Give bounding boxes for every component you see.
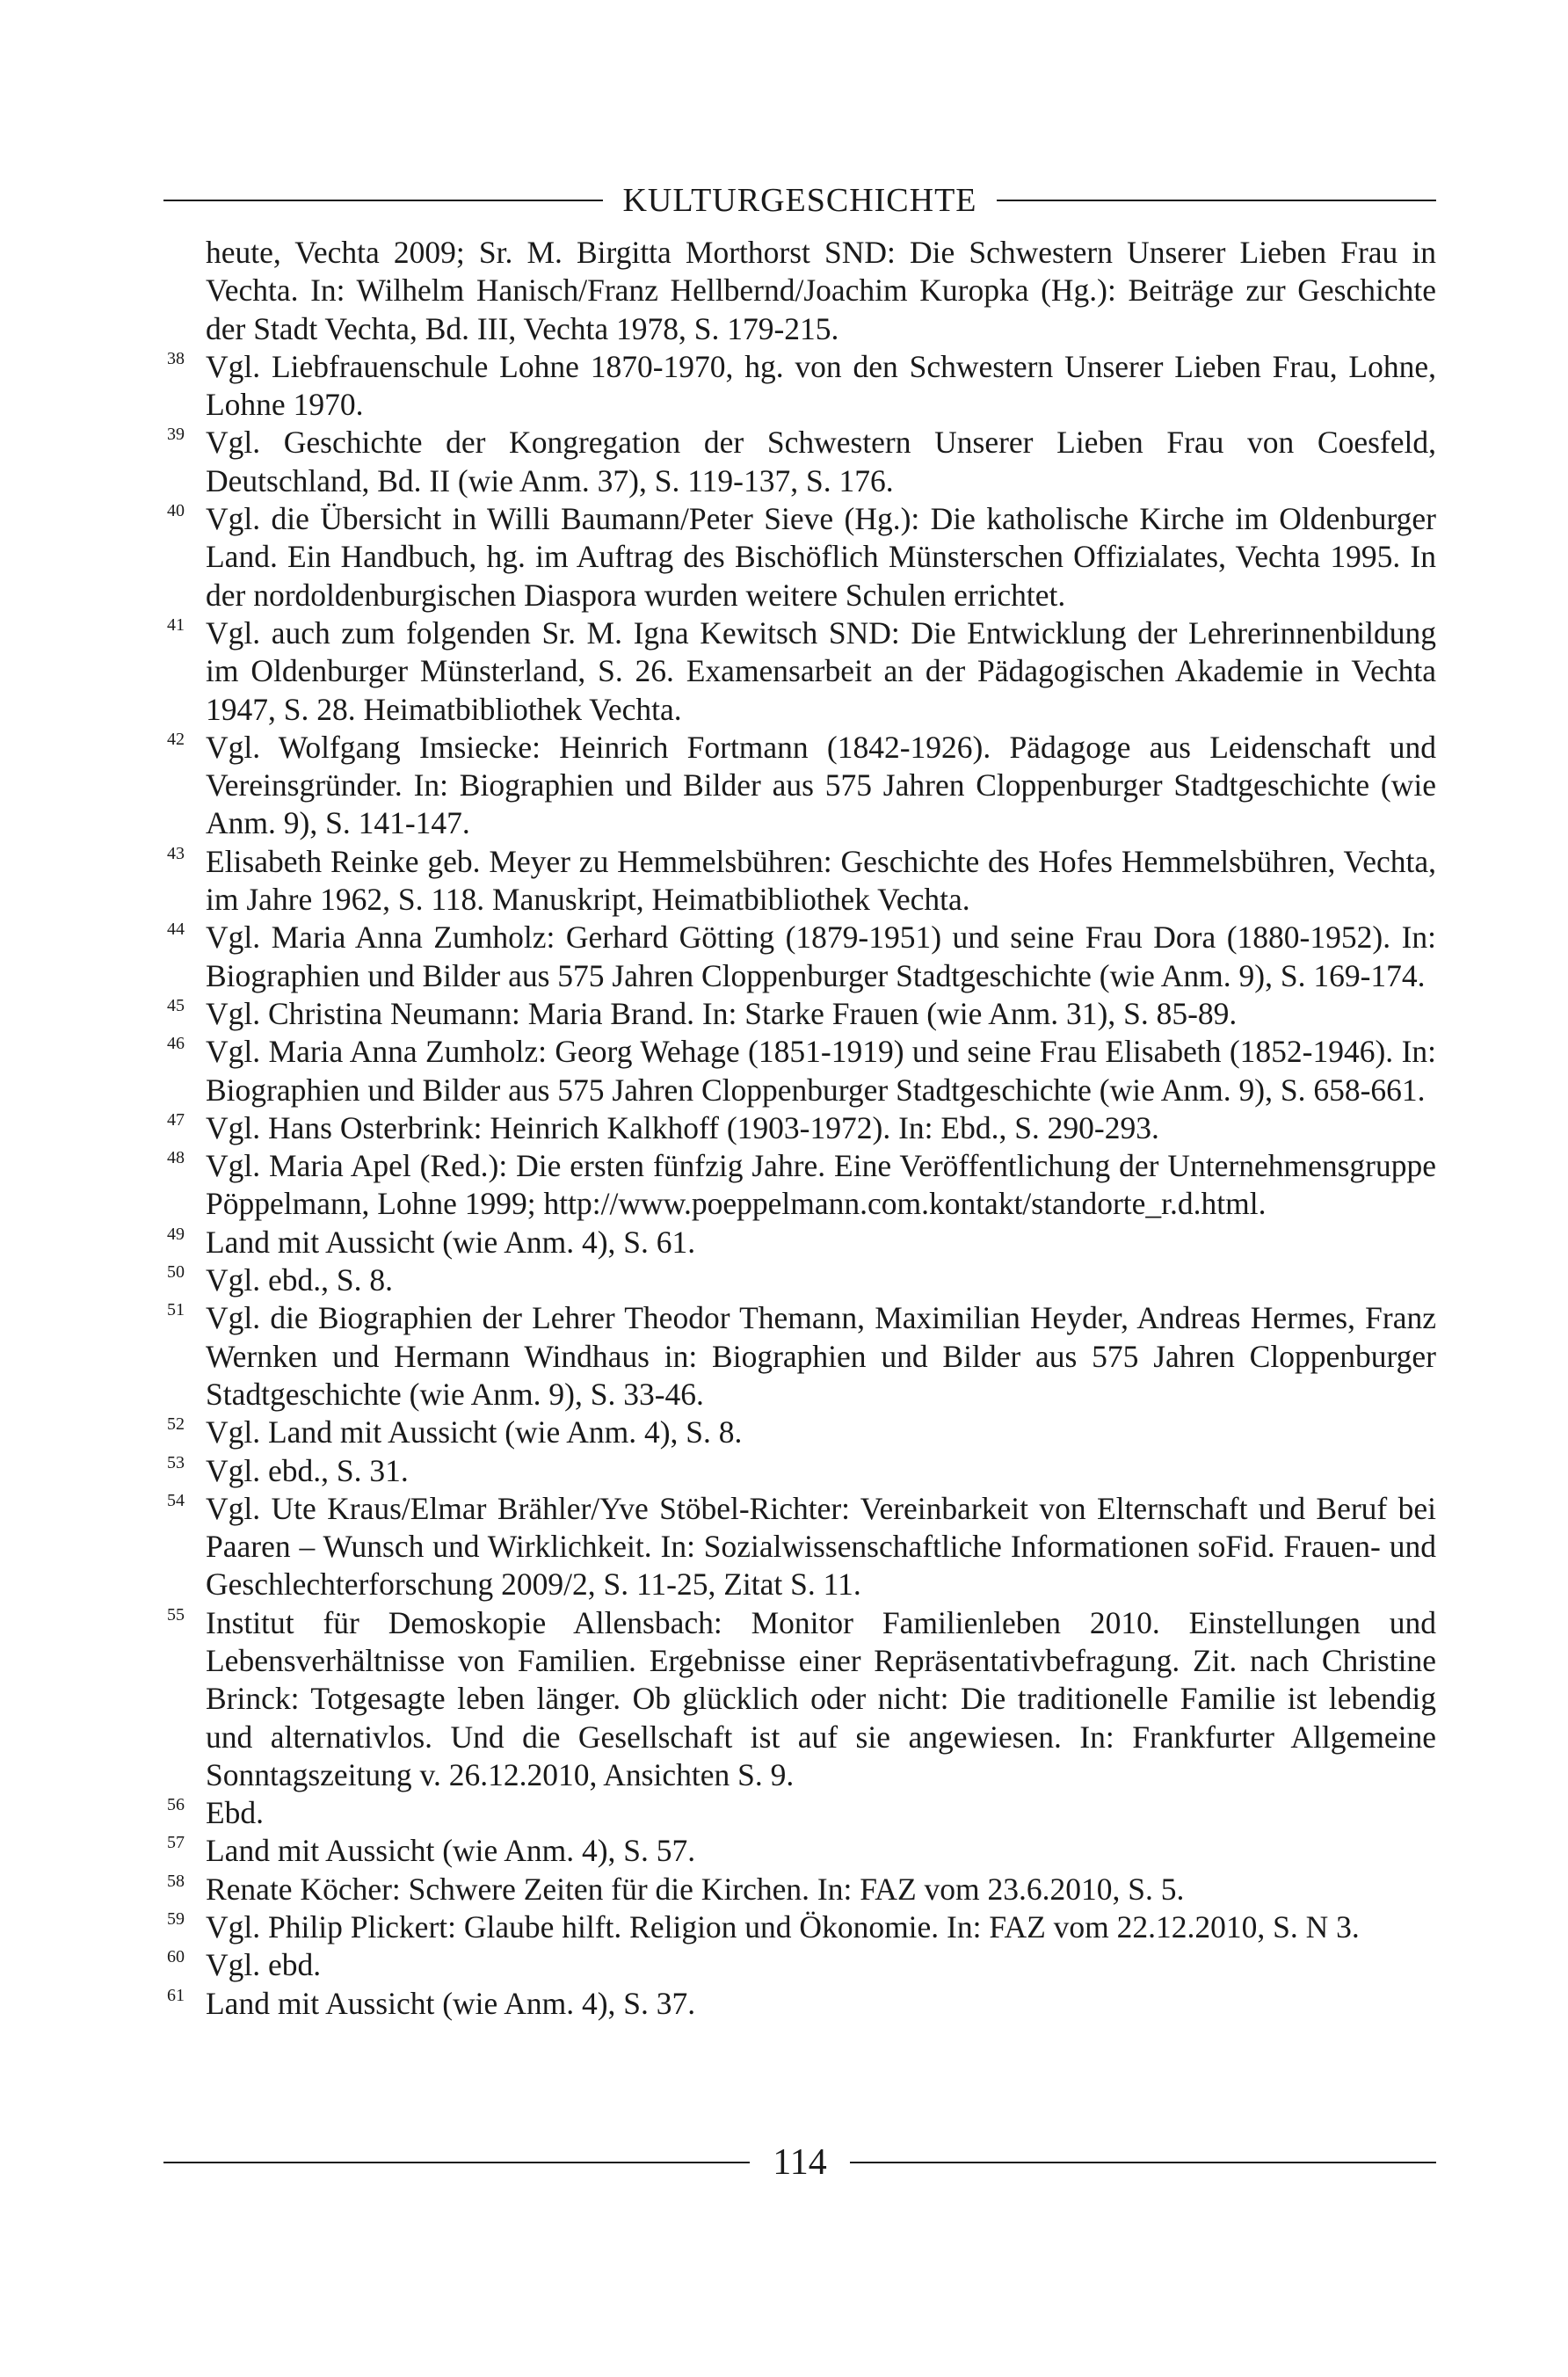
footnote-number: 54 bbox=[167, 1490, 185, 1510]
footnote-number: 50 bbox=[167, 1262, 185, 1283]
header-rule-right bbox=[997, 200, 1436, 201]
footnote-text: Vgl. Liebfrauenschule Lohne 1870-1970, hg. von den Schwestern Unserer Lieben Frau, Lohne, Lohne 1970. bbox=[206, 348, 1436, 423]
footnote-text: Vgl. Maria Anna Zumholz: Gerhard Götting (1879-1951) und seine Frau Dora (1880-1952). In: Biographien und Bilder aus 575 Jahren Cloppenburger Stadtgeschichte (wie Anm. 9), S. 169-174. bbox=[206, 920, 1436, 993]
footnote bbox=[163, 1147, 1436, 1224]
footnote-text: Vgl. Hans Osterbrink: Heinrich Kalkhoff (1903-1972). In: Ebd., S. 290-293. bbox=[206, 1109, 1159, 1145]
footnote-text: Vgl. Maria Apel (Red.): Die ersten fünfzig Jahre. Eine Veröffentlichung der Unternehmensgruppe Pöppelmann, Lohne 1999; http://www.poeppelmann.com.kontakt/standorte_r.d.html. bbox=[206, 1148, 1436, 1222]
footnote-number: 59 bbox=[167, 1909, 185, 1930]
footnote-number: 43 bbox=[167, 843, 185, 863]
running-header bbox=[163, 174, 1436, 227]
footnote-text: Land mit Aussicht (wie Anm. 4), S. 57. bbox=[206, 1833, 696, 1869]
footnote bbox=[163, 919, 1436, 995]
footnote-number: 39 bbox=[167, 425, 185, 445]
footnote-number: 40 bbox=[167, 501, 185, 521]
footnote bbox=[163, 1871, 1436, 1908]
footnote bbox=[163, 1261, 1436, 1299]
footnote-number: 60 bbox=[167, 1947, 185, 1967]
footnote-number: 57 bbox=[167, 1833, 185, 1853]
footnote bbox=[163, 729, 1436, 843]
footnote-number: 58 bbox=[167, 1871, 185, 1891]
footnote-text: Institut für Demoskopie Allensbach: Monitor Familienleben 2010. Einstellungen und Lebensverhältnisse von Familien. Ergebnisse einer Repräsentativbefragung. Zit. nach Christine Brinck: Totgesagte leben länger. Ob glücklich oder nicht: Die traditionelle Familie ist lebendig und alternativlos. Und die Gesellschaft ist auf sie angewiesen. In: Frankfurter Allgemeine Sonntagszeitung v. 26.12.2010, Ansichten S. 9. bbox=[206, 1604, 1436, 1792]
footnote-text: Land mit Aussicht (wie Anm. 4), S. 37. bbox=[206, 1985, 696, 2021]
footnote-number: 41 bbox=[167, 614, 185, 635]
page-number: 114 bbox=[773, 2142, 827, 2183]
footnote bbox=[163, 1224, 1436, 1261]
footnote-number: 47 bbox=[167, 1109, 185, 1130]
footnote-number: 52 bbox=[167, 1414, 185, 1435]
footnote-list bbox=[163, 234, 1436, 2023]
footnote-number: 56 bbox=[167, 1795, 185, 1815]
footnote bbox=[163, 614, 1436, 729]
footnote bbox=[163, 1946, 1436, 1984]
footnote bbox=[163, 1109, 1436, 1147]
running-header-title: KULTURGESCHICHTE bbox=[622, 182, 977, 219]
footnote-number: 42 bbox=[167, 729, 185, 749]
footnote-text: Vgl. Ute Kraus/Elmar Brähler/Yve Stöbel-Richter: Vereinbarkeit von Elternschaft und Beruf bei Paaren – Wunsch und Wirklichkeit. In: Sozialwissenschaftliche Informationen soFid. Frauen- und Geschlechterforschung 2009/2, S. 11-25, Zitat S. 11. bbox=[206, 1490, 1436, 1603]
footnote-text: Vgl. die Biographien der Lehrer Theodor Themann, Maximilian Heyder, Andreas Hermes, Franz Wernken und Hermann Windhaus in: Biographien und Bilder aus 575 Jahren Cloppenburger Stadtgeschichte (wie Anm. 9), S. 33-46. bbox=[206, 1300, 1436, 1412]
footnote-text: Vgl. Wolfgang Imsiecke: Heinrich Fortmann (1842-1926). Pädagoge aus Leidenschaft und Vereinsgründer. In: Biographien und Bilder aus 575 Jahren Cloppenburger Stadtgeschichte (wie Anm. 9), S. 141-147. bbox=[206, 729, 1436, 841]
footnote bbox=[163, 995, 1436, 1033]
footnote bbox=[163, 1299, 1436, 1414]
footnote-text: Vgl. ebd., S. 8. bbox=[206, 1262, 393, 1298]
footnote bbox=[163, 843, 1436, 920]
footer-rule-right bbox=[850, 2162, 1436, 2163]
footnote bbox=[163, 1908, 1436, 1946]
footnote bbox=[163, 500, 1436, 614]
footnote-text: Elisabeth Reinke geb. Meyer zu Hemmelsbühren: Geschichte des Hofes Hemmelsbühren, Vechta, im Jahre 1962, S. 118. Manuskript, Heimatbibliothek Vechta. bbox=[206, 843, 1436, 918]
header-rule-left bbox=[163, 200, 603, 201]
footnote-number: 51 bbox=[167, 1300, 185, 1320]
footnote bbox=[163, 1452, 1436, 1490]
footnote-text: Vgl. ebd. bbox=[206, 1947, 322, 1983]
footnote-number: 45 bbox=[167, 995, 185, 1015]
footnote-text: Vgl. ebd., S. 31. bbox=[206, 1452, 409, 1488]
footnote-text: Vgl. Philip Plickert: Glaube hilft. Religion und Ökonomie. In: FAZ vom 22.12.2010, S. N 3. bbox=[206, 1909, 1360, 1945]
footnote-text: heute, Vechta 2009; Sr. M. Birgitta Morthorst SND: Die Schwestern Unserer Lieben Frau in Vechta. In: Wilhelm Hanisch/Franz Hellbernd/Joachim Kuropka (Hg.): Beiträge zur Geschichte der Stadt Vechta, Bd. III, Vechta 1978, S. 179-215. bbox=[206, 235, 1436, 346]
footnote-text: Ebd. bbox=[206, 1795, 265, 1831]
footnote-text: Vgl. Land mit Aussicht (wie Anm. 4), S. 8. bbox=[206, 1414, 743, 1450]
footnote bbox=[163, 1033, 1436, 1109]
footnote-text: Vgl. Geschichte der Kongregation der Schwestern Unserer Lieben Frau von Coesfeld, Deutschland, Bd. II (wie Anm. 37), S. 119-137, S. 176. bbox=[206, 425, 1436, 498]
footer-rule-left bbox=[163, 2162, 750, 2163]
footnote bbox=[163, 424, 1436, 500]
footnote-number: 38 bbox=[167, 348, 185, 368]
footnote-text: Vgl. auch zum folgenden Sr. M. Igna Kewitsch SND: Die Entwicklung der Lehrerinnenbildung im Oldenburger Münsterland, S. 26. Examensarbeit an der Pädagogischen Akademie in Vechta 1947, S. 28. Heimatbibliothek Vechta. bbox=[206, 614, 1436, 727]
footnote bbox=[163, 1985, 1436, 2023]
footnote bbox=[163, 1490, 1436, 1604]
footnote-text: Vgl. die Übersicht in Willi Baumann/Peter Sieve (Hg.): Die katholische Kirche im Oldenburger Land. Ein Handbuch, hg. im Auftrag des Bischöflich Münsterschen Offizialates, Vechta 1995. In der nordoldenburgischen Diaspora wurden weitere Schulen errichtet. bbox=[206, 501, 1436, 613]
footnote-number: 61 bbox=[167, 1985, 185, 2005]
footnote-number: 44 bbox=[167, 920, 185, 940]
footnote bbox=[163, 234, 1436, 348]
page-footer bbox=[163, 2136, 1436, 2189]
footnote-text: Vgl. Maria Anna Zumholz: Georg Wehage (1851-1919) und seine Frau Elisabeth (1852-1946). In: Biographien und Bilder aus 575 Jahren Cloppenburger Stadtgeschichte (wie Anm. 9), S. 658-661. bbox=[206, 1034, 1436, 1108]
footnote bbox=[163, 1794, 1436, 1832]
footnote-text: Renate Köcher: Schwere Zeiten für die Kirchen. In: FAZ vom 23.6.2010, S. 5. bbox=[206, 1871, 1185, 1907]
footnote-number: 53 bbox=[167, 1452, 185, 1472]
footnote-number: 55 bbox=[167, 1604, 185, 1625]
footnote bbox=[163, 1414, 1436, 1451]
footnote bbox=[163, 1604, 1436, 1794]
footnote-number: 46 bbox=[167, 1034, 185, 1054]
footnote-text: Land mit Aussicht (wie Anm. 4), S. 61. bbox=[206, 1224, 696, 1260]
footnote bbox=[163, 348, 1436, 425]
footnote bbox=[163, 1832, 1436, 1870]
footnote-number: 49 bbox=[167, 1224, 185, 1244]
footnote-number: 48 bbox=[167, 1148, 185, 1168]
footnote-text: Vgl. Christina Neumann: Maria Brand. In: Starke Frauen (wie Anm. 31), S. 85-89. bbox=[206, 995, 1238, 1031]
